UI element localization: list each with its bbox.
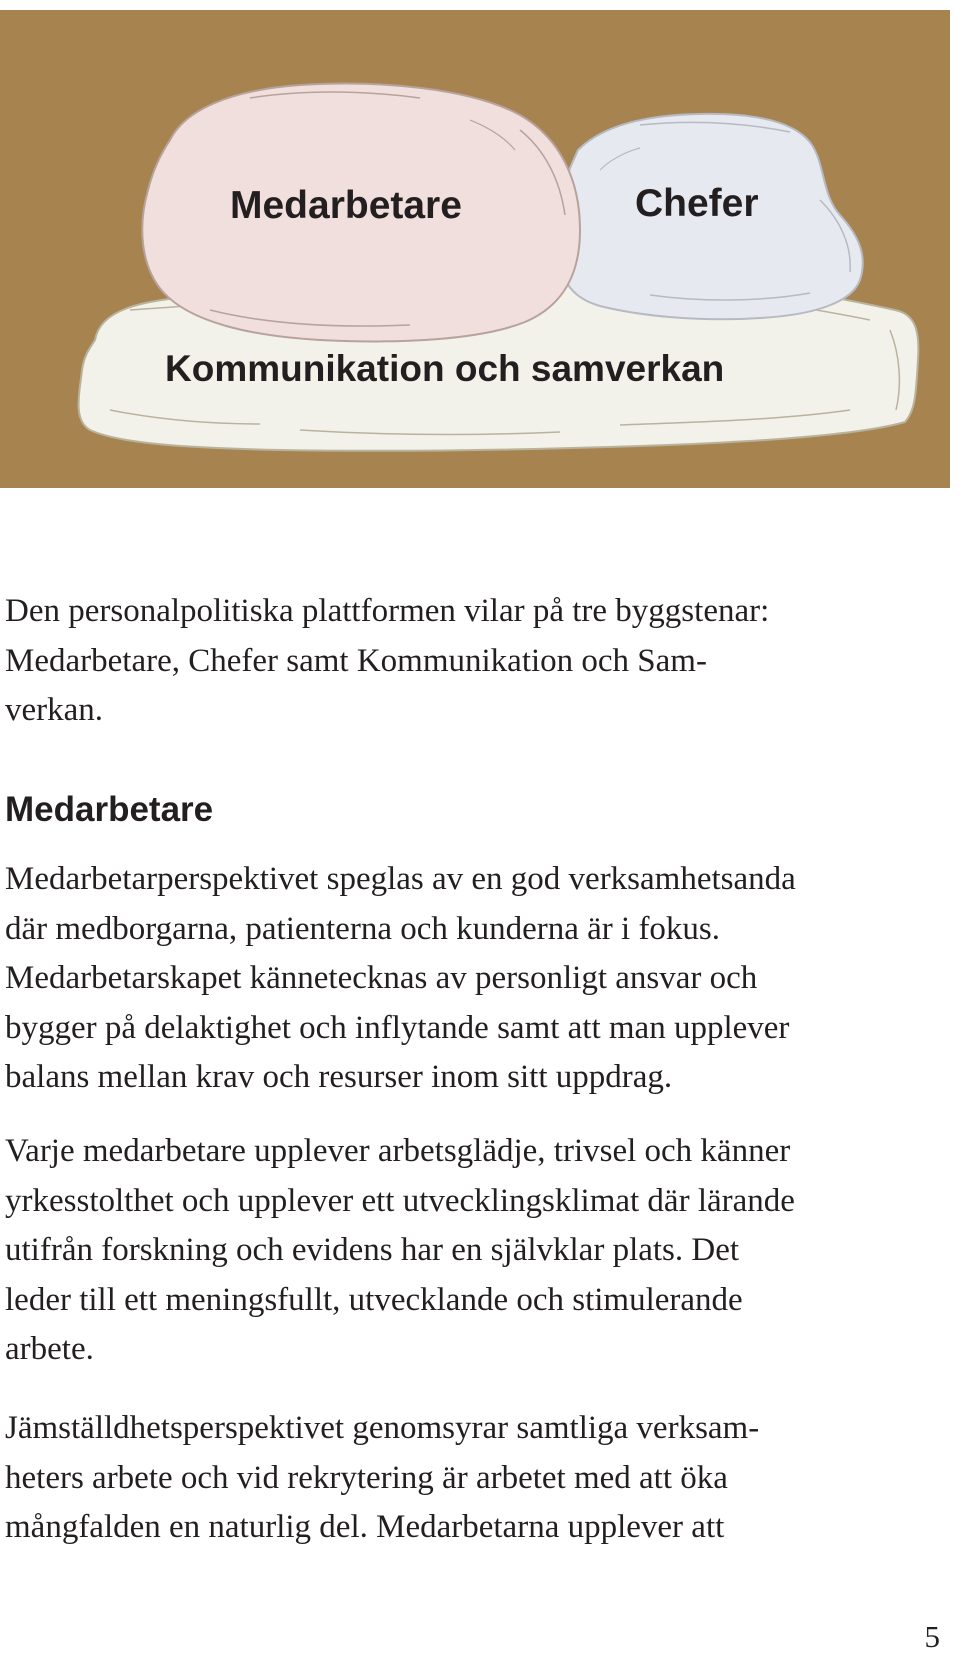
intro-paragraph	[5, 587, 945, 736]
paragraph-1	[5, 855, 945, 1103]
building-stones-illustration	[0, 10, 950, 488]
paragraph-line: bygger på delaktighet och inflytande samt att man upplever	[5, 1009, 790, 1046]
stones-drawing	[0, 10, 950, 488]
paragraph-line: Medarbetarskapet kännetecknas av personligt ansvar och	[5, 960, 758, 996]
stone-label-medarbetare: Medarbetare	[230, 184, 462, 227]
intro-line: Medarbetare, Chefer samt Kommunikation och Sam-	[5, 642, 707, 679]
paragraph-line: där medborgarna, patienterna och kunderna är i fokus.	[5, 910, 721, 947]
paragraph-line: yrkesstolthet och upplever ett utvecklingsklimat där lärande	[5, 1182, 795, 1219]
paragraph-line: balans mellan krav och resurser inom sitt uppdrag.	[5, 1059, 673, 1095]
stone-label-kommunikation: Kommunikation och samverkan	[165, 348, 725, 389]
intro-line: verkan.	[5, 692, 104, 728]
stone-label-chefer: Chefer	[635, 182, 759, 225]
section-heading: Medarbetare	[5, 790, 214, 829]
paragraph-line: heters arbete och vid rekrytering är arbetet med att öka	[5, 1459, 728, 1496]
paragraph-line: arbete.	[5, 1331, 94, 1367]
paragraph-line: Jämställdhetsperspektivet genomsyrar samtliga verksam-	[5, 1410, 760, 1446]
paragraph-3	[5, 1404, 945, 1553]
paragraph-line: mångfalden en naturlig del. Medarbetarna upplever att	[5, 1509, 725, 1545]
paragraph-line: leder till ett meningsfullt, utvecklande och stimulerande	[5, 1281, 743, 1318]
paragraph-2	[5, 1127, 945, 1375]
paragraph-line: utifrån forskning och evidens har en självklar plats. Det	[5, 1232, 740, 1268]
paragraph-line: Medarbetarperspektivet speglas av en god verksamhetsanda	[5, 861, 796, 897]
intro-line: Den personalpolitiska plattformen vilar på tre byggstenar:	[5, 593, 770, 629]
paragraph-line: Varje medarbetare upplever arbetsglädje, trivsel och känner	[5, 1133, 791, 1169]
page-number: 5	[924, 1619, 940, 1654]
